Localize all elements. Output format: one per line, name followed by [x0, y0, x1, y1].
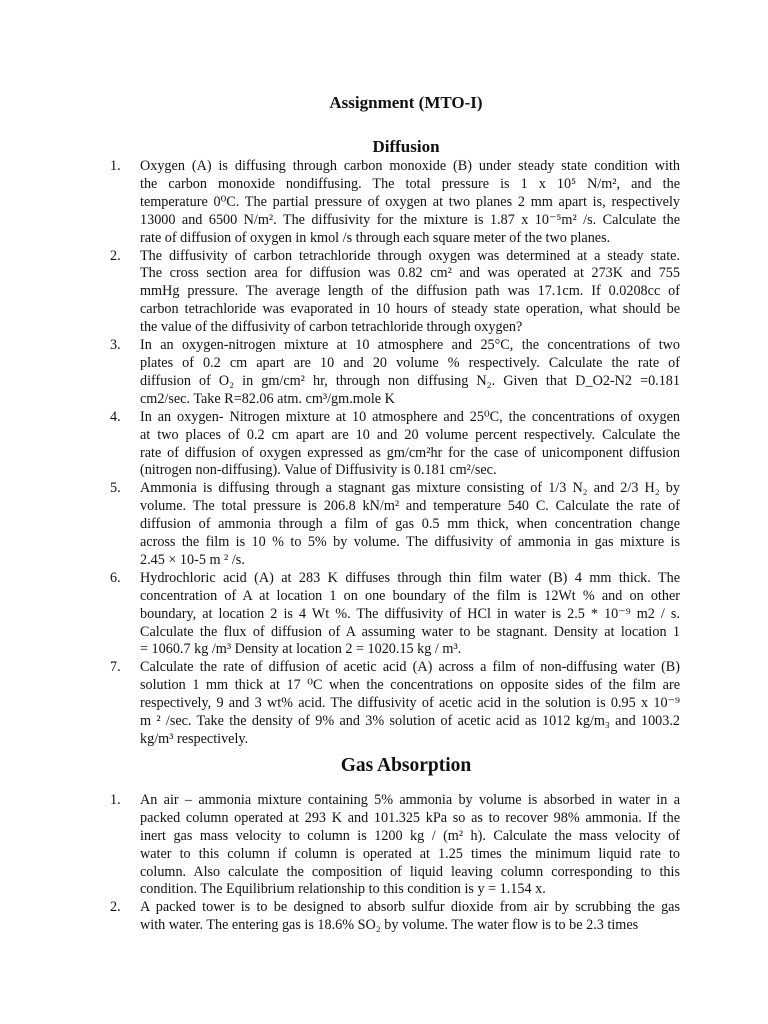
question-line: boundary, at location 2 is 4 Wt %. The diffusivity of HCl in water is 2.5 * 10⁻⁹ m2 / s. — [140, 605, 680, 622]
question-line: inert gas mass velocity to column is 1200 kg / (m² h). Calculate the mass velocity of — [140, 827, 680, 844]
question-number: 5. — [110, 480, 121, 497]
question-number: 2. — [110, 899, 121, 916]
question-line: volume. The total pressure is 206.8 kN/m² and temperature 540 C. Calculate the rate of — [140, 498, 680, 515]
question-line: diffusion of O₂ in gm/cm² hr, through non diffusing N₂. Given that D_O2-N2 =0.181 — [140, 372, 680, 389]
question-item — [106, 248, 680, 338]
question-line: kg/m³ respectively. — [140, 731, 249, 747]
document-title: Assignment (MTO-I) — [329, 93, 483, 112]
question-line: concentration of A at location 1 on one boundary of the film is 12Wt % and on other — [140, 587, 680, 604]
question-line: The diffusivity of carbon tetrachloride through oxygen was determined at a steady state. — [140, 247, 680, 264]
question-text — [140, 409, 680, 481]
question-line: Hydrochloric acid (A) at 283 K diffuses through thin film water (B) 4 mm thick. The — [140, 569, 680, 586]
question-line: rate of diffusion of oxygen in kmol /s through each square meter of the two planes. — [140, 229, 611, 246]
question-number: 3. — [110, 337, 121, 354]
question-item — [106, 337, 680, 409]
question-line: respectively, 9 and 3 wt% acid. The diffusivity of acetic acid in the solution is 0.95 x 10⁻⁹ — [140, 695, 680, 712]
question-line: The cross section area for diffusion was 0.82 cm² and was operated at 273K and 755 — [140, 265, 680, 282]
gas-absorption-question-list — [106, 792, 680, 935]
question-line: In an oxygen-nitrogen mixture at 10 atmosphere and 25°C, the concentrations of two — [140, 337, 680, 354]
question-text — [140, 899, 680, 935]
question-line: at two places of 0.2 cm apart are 10 and 20 volume percent respectively. Calculate the — [140, 426, 680, 443]
question-line: across the film is 10 % to 5% by volume. The diffusivity of ammonia in gas mixture is — [140, 534, 680, 551]
question-text — [140, 792, 680, 899]
question-line: cm2/sec. Take R=82.06 atm. cm³/gm.mole K — [140, 390, 395, 407]
question-line: (nitrogen non-diffusing). Value of Diffusivity is 0.181 cm²/sec. — [140, 462, 497, 479]
question-line: Calculate the flux of diffusion of A assuming water to be stagnant. Density at location 1 — [140, 623, 680, 640]
question-number: 2. — [110, 247, 121, 264]
question-line: column. Also calculate the composition of liquid leaving column corresponding to this — [140, 863, 680, 880]
question-line: solution 1 mm thick at 17 ⁰C when the concentrations on opposite sides of the film are — [140, 677, 680, 694]
diffusion-question-list — [106, 158, 680, 749]
question-number: 6. — [110, 569, 121, 586]
question-number: 7. — [110, 659, 121, 676]
question-item — [106, 899, 680, 935]
question-text — [140, 158, 680, 248]
question-line: condition. The Equilibrium relationship to this condition is y = 1.154 x. — [140, 881, 546, 898]
question-line: temperature 0⁰C. The partial pressure of oxygen at two planes 2 mm apart is, respectively — [140, 193, 680, 210]
question-item — [106, 570, 680, 660]
section-heading-gas-absorption: Gas Absorption — [340, 754, 472, 776]
question-text — [140, 570, 680, 660]
question-item — [106, 158, 680, 248]
question-text — [140, 659, 680, 749]
question-line: the carbon monoxide nondiffusing. The total pressure is 1 x 10⁵ N/m², and the — [140, 175, 680, 192]
question-number: 4. — [110, 408, 121, 425]
question-line: A packed tower is to be designed to absorb sulfur dioxide from air by scrubbing the gas — [140, 899, 680, 916]
question-line: In an oxygen- Nitrogen mixture at 10 atmosphere and 25⁰C, the concentrations of oxygen — [140, 408, 680, 425]
question-line: Calculate the rate of diffusion of acetic acid (A) across a film of non-diffusing water (B) — [140, 659, 680, 676]
question-line: 13000 and 6500 N/m². The diffusivity for the mixture is 1.87 x 10⁻⁵m² /s. Calculate the — [140, 211, 680, 228]
question-line: water to this column if column is operated at 1.25 times the minimum liquid rate to — [140, 845, 680, 862]
question-line: packed column operated at 293 K and 101.325 kPa so as to recover 98% ammonia. If the — [140, 809, 680, 826]
question-line: rate of diffusion of oxygen expressed as gm/cm²hr for the case of unicomponent diffusion — [140, 444, 680, 461]
section-heading-diffusion: Diffusion — [372, 137, 440, 156]
question-item — [106, 409, 680, 481]
question-text — [140, 337, 680, 409]
question-number: 1. — [110, 791, 121, 808]
question-number: 1. — [110, 158, 121, 174]
question-line: m ² /sec. Take the density of 9% and 3% solution of acetic acid as 1012 kg/m₃ and 1003.2 — [140, 713, 680, 730]
question-line: carbon tetrachloride was evaporated in 10 hours of steady state operation, what should be — [140, 301, 680, 318]
question-text — [140, 480, 680, 570]
question-line: Oxygen (A) is diffusing through carbon monoxide (B) under steady state condition with — [140, 158, 680, 174]
question-line: with water. The entering gas is 18.6% SO₂ by volume. The water flow is to be 2.3 times — [140, 917, 639, 934]
question-line: mmHg pressure. The average length of the diffusion path was 17.1cm. If 0.0208cc of — [140, 283, 680, 300]
question-text — [140, 248, 680, 338]
question-item — [106, 480, 680, 570]
question-item — [106, 792, 680, 899]
question-line: plates of 0.2 cm apart are 10 and 20 volume % respectively. Calculate the rate of — [140, 354, 680, 371]
question-line: 2.45 × 10-5 m ² /s. — [140, 551, 245, 568]
question-line: = 1060.7 kg /m³ Density at location 2 = 1020.15 kg / m³. — [140, 641, 462, 658]
question-line: diffusion of ammonia through a film of gas 0.5 mm thick, when concentration change — [140, 516, 680, 533]
question-line: the value of the diffusivity of carbon tetrachloride through oxygen? — [140, 319, 523, 336]
question-line: Ammonia is diffusing through a stagnant gas mixture consisting of 1/3 N₂ and 2/3 H₂ by — [140, 480, 680, 497]
question-line: An air – ammonia mixture containing 5% ammonia by volume is absorbed in water in a — [140, 791, 680, 808]
question-item — [106, 659, 680, 749]
